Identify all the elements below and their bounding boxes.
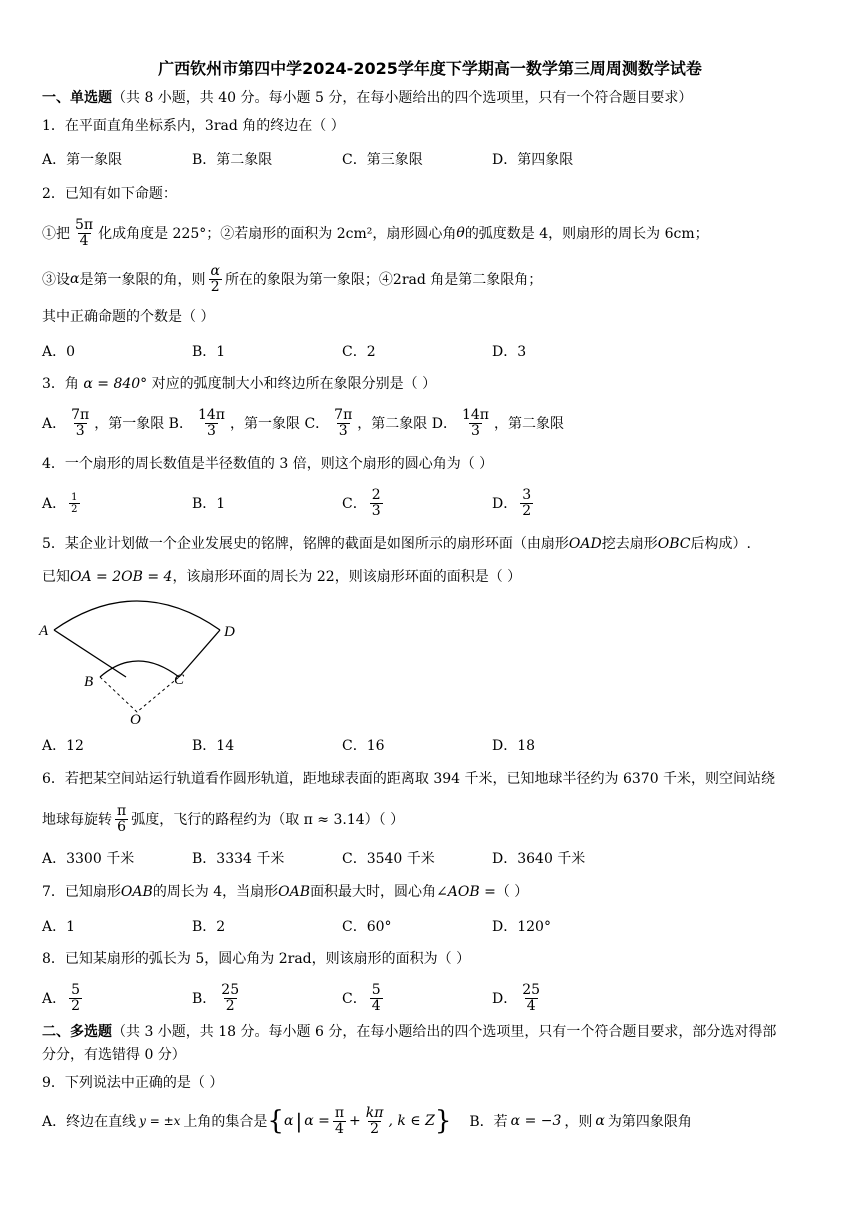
q2-stem: 2．已知有如下命题： — [42, 186, 177, 202]
q2-fraction-5pi-4 — [73, 218, 95, 249]
q5-oad: OAD — [568, 536, 602, 552]
set-var: α — [283, 1113, 294, 1129]
q8-option-b-label: B． — [192, 991, 217, 1007]
q9-option-a-label[interactable]: A．终边在直线 — [42, 1114, 137, 1130]
q6-line-1: 6．若把某空间站运行轨道看作圆形轨道，距地球表面的距离取 394 千米，已知地球半径约为 6370 千米，则空间站绕 — [42, 771, 776, 787]
q4-stem: 4．一个扇形的周长数值是半径数值的 3 倍，则这个扇形的圆心角为（ ） — [42, 456, 494, 472]
frac-den: 2 — [370, 1120, 380, 1137]
section-1-heading — [42, 91, 692, 105]
q3-option-c-frac — [332, 408, 354, 439]
q5-l1-b: 挖去扇形 — [601, 536, 658, 552]
q3-stem-b: 对应的弧度制大小和终边所在象限分别是（ ） — [151, 376, 437, 392]
q6-option-d[interactable]: D．3640 千米 — [492, 851, 586, 867]
q2-l1-text-c: 的弧度数是 4，则扇形的周长为 6cm； — [464, 226, 709, 242]
q8-option-d-frac — [520, 983, 542, 1014]
q4-option-a[interactable] — [42, 483, 83, 523]
q7-option-a[interactable]: A．1 — [42, 919, 76, 935]
q2-option-a[interactable]: A．0 — [42, 344, 76, 360]
frac-num: 7π — [334, 406, 353, 423]
q2-alpha: α — [70, 271, 80, 287]
q5-l2-b: ，该扇形环面的周长为 22，则该扇形环面的面积是（ ） — [172, 569, 522, 585]
q1-stem: 1．在平面直角坐标系内，3rad 角的终边在（ ） — [42, 118, 345, 134]
sector-ring-figure — [36, 590, 246, 730]
q2-fraction-alpha-2 — [208, 264, 221, 295]
frac-den: 3 — [371, 502, 381, 519]
q9-option-a-mid: 上角的集合是 — [183, 1114, 268, 1130]
q7-a: 7．已知扇形 — [42, 884, 121, 900]
q5-l1-a: 5．某企业计划做一个企业发展史的铭牌，铭牌的截面是如图所示的扇形环面（由扇形 — [42, 536, 569, 552]
label-C: C — [174, 672, 185, 688]
q3-option-d-frac — [460, 408, 491, 439]
q2-option-d[interactable]: D．3 — [492, 344, 527, 360]
q8-option-c-label: C． — [342, 991, 367, 1007]
q6-fraction-pi-6 — [115, 804, 128, 835]
label-A: A — [39, 623, 49, 639]
q2-question: 其中正确命题的个数是（ ） — [42, 309, 215, 325]
q3-option-b-frac — [196, 408, 227, 439]
frac-den: 2 — [71, 503, 78, 515]
q5-line-2 — [42, 570, 521, 584]
frac-den: 4 — [371, 997, 381, 1014]
q2-line-1 — [42, 215, 709, 251]
inner-arc-BC — [100, 661, 179, 677]
segment-DC — [179, 630, 220, 677]
q9-b-mid: ，则 — [564, 1114, 593, 1130]
q6-line-2 — [42, 799, 404, 839]
q7-option-c[interactable]: C．60° — [342, 919, 392, 935]
q8-option-a-label: A． — [42, 991, 67, 1007]
frac-den: 4 — [79, 232, 89, 249]
section-2-heading — [42, 1025, 776, 1039]
set-bar: | — [295, 1109, 303, 1133]
frac-num: π — [334, 1104, 345, 1121]
q8-option-a-frac — [69, 983, 82, 1014]
q5-line-1 — [42, 537, 751, 551]
section-1-label: 一、单选题 — [42, 90, 112, 106]
q7-angle: ∠AOB = — [436, 884, 496, 900]
frac-num: 7π — [71, 406, 90, 423]
q3-alpha-eq: α = 840° — [83, 376, 148, 392]
set-open-brace: { — [267, 1106, 284, 1136]
q5-option-a[interactable]: A．12 — [42, 738, 84, 754]
q7-oab-2: OAB — [278, 884, 311, 900]
q4-option-a-label: A． — [42, 496, 67, 512]
q1-option-a[interactable]: A．第一象限 — [42, 152, 123, 168]
frac-num: 5π — [75, 216, 94, 233]
q5-obc: OBC — [657, 536, 691, 552]
q3-option-d-text: ，第二象限 — [493, 416, 564, 432]
frac-den: 3 — [207, 422, 216, 439]
q5-option-b[interactable]: B．14 — [192, 738, 235, 754]
q4-option-b[interactable]: B．1 — [192, 496, 226, 512]
frac-den: 2 — [522, 502, 532, 519]
q7-d: （ ） — [495, 884, 529, 900]
frac-num: 1 — [71, 491, 78, 503]
q6-option-b[interactable]: B．3334 千米 — [192, 851, 285, 867]
q7-option-b[interactable]: B．2 — [192, 919, 226, 935]
q9-options — [42, 1101, 692, 1141]
frac-den: 4 — [526, 997, 536, 1014]
q8-option-b[interactable] — [192, 978, 244, 1018]
q2-theta: θ — [456, 225, 465, 241]
frac-num: 14π — [461, 406, 489, 423]
section-2-desc-cont: 分分，有选错得 0 分） — [42, 1047, 186, 1063]
set-frac-pi-4 — [333, 1106, 346, 1137]
frac-num: 5 — [371, 981, 381, 998]
frac-num: α — [210, 262, 220, 279]
q3-option-c-text: ，第二象限 D． — [357, 416, 457, 432]
q2-line-2 — [42, 261, 542, 297]
q5-eq: OA = 2OB = 4 — [70, 569, 173, 585]
q3-stem-a: 3．角 — [42, 376, 79, 392]
frac-den: 2 — [225, 997, 235, 1014]
q3-option-b-text: ，第一象限 C． — [230, 416, 330, 432]
q4-option-c-frac — [370, 488, 383, 519]
q8-option-b-frac — [219, 983, 241, 1014]
q3-option-a-frac — [69, 408, 91, 439]
frac-num: 3 — [522, 486, 532, 503]
q7-c: 面积最大时，圆心角 — [310, 884, 437, 900]
frac-num: 2 — [371, 486, 381, 503]
set-frac-kpi-2 — [364, 1106, 386, 1137]
set-k-in-z: , k ∈ Z — [388, 1113, 435, 1129]
outer-arc-AD — [54, 601, 220, 630]
q9-stem: 9．下列说法中正确的是（ ） — [42, 1075, 224, 1091]
frac-num: kπ — [365, 1104, 384, 1121]
q8-option-d-label: D． — [492, 991, 518, 1007]
q4-option-a-frac — [69, 492, 79, 515]
segment-AB — [54, 630, 126, 677]
frac-den: 2 — [71, 997, 81, 1014]
frac-num: 25 — [221, 981, 240, 998]
q8-stem: 8．已知某扇形的弧长为 5，圆心角为 2rad，则该扇形的面积为（ ） — [42, 951, 471, 967]
q7-option-d[interactable]: D．120° — [492, 919, 551, 935]
frac-den: 4 — [334, 1120, 344, 1137]
frac-den: 3 — [338, 422, 348, 439]
frac-num: π — [117, 802, 127, 819]
frac-num: 5 — [71, 981, 81, 998]
q8-option-a[interactable] — [42, 978, 85, 1018]
q2-l2-text-b: 是第一象限的角，则 — [79, 272, 206, 288]
frac-den: 3 — [75, 422, 85, 439]
q4-option-c-label: C． — [342, 496, 367, 512]
q7-b: 的周长为 4，当扇形 — [152, 884, 279, 900]
q1-option-c[interactable]: C．第三象限 — [342, 152, 423, 168]
frac-num: 14π — [197, 406, 225, 423]
label-O: O — [130, 712, 141, 728]
frac-den: 2 — [210, 278, 220, 295]
q7-stem — [42, 885, 528, 899]
frac-den: 6 — [117, 818, 127, 835]
q6-l2-b: 弧度，飞行的路程约为（取 π ≈ 3.14）（ ） — [131, 812, 405, 828]
q5-option-d[interactable]: D．18 — [492, 738, 536, 754]
frac-num: 25 — [522, 981, 541, 998]
set-plus: + — [349, 1113, 361, 1129]
q9-option-b-label[interactable]: B．若 — [469, 1114, 508, 1130]
q5-option-c[interactable]: C．16 — [342, 738, 385, 754]
q9-line-eq: y = ±x — [139, 1114, 181, 1128]
exam-title: 广西钦州市第四中学2024-2025学年度下学期高一数学第三周周测数学试卷 — [158, 59, 702, 78]
q2-l2-text-a: ③设 — [42, 272, 70, 288]
q4-option-c[interactable] — [342, 483, 386, 523]
label-B: B — [84, 674, 94, 690]
q2-l1-text-a: ①把 — [42, 226, 70, 242]
q5-l2-a: 已知 — [42, 569, 70, 585]
q5-l1-c: 后构成）. — [690, 536, 751, 552]
dashed-radii-OB-OC — [100, 677, 179, 712]
q4-option-d-label: D． — [492, 496, 518, 512]
q2-l1-text-b: 化成角度是 225°；②若扇形的面积为 2cm²，扇形圆心角 — [98, 226, 457, 242]
q1-option-d[interactable]: D．第四象限 — [492, 152, 574, 168]
q7-oab-1: OAB — [120, 884, 153, 900]
q8-option-c-frac — [370, 983, 383, 1014]
q3-stem — [42, 377, 436, 391]
q2-option-b[interactable]: B．1 — [192, 344, 226, 360]
q3-option-a-label[interactable]: A． — [42, 416, 67, 432]
q3-option-a-text: ，第一象限 B． — [94, 416, 193, 432]
section-2-desc: （共 3 小题，共 18 分。每小题 6 分，在每小题给出的四个选项里，只有一个符合题目要求，部分选对得部 — [112, 1024, 777, 1040]
q9-b-alpha: α — [595, 1113, 605, 1129]
set-close-brace: } — [434, 1106, 452, 1136]
section-2-label: 二、多选题 — [42, 1024, 112, 1040]
q6-option-a[interactable]: A．3300 千米 — [42, 851, 135, 867]
set-cond: α = — [304, 1113, 330, 1129]
q4-option-d-frac — [520, 488, 533, 519]
section-1-desc: （共 8 小题，共 40 分。每小题 5 分，在每小题给出的四个选项里，只有一个符合题目要求） — [112, 90, 693, 106]
q6-l2-a: 地球每旋转 — [42, 812, 112, 828]
q9-b-post: 为第四象限角 — [607, 1114, 692, 1130]
frac-den: 3 — [471, 422, 480, 439]
q6-option-c[interactable]: C．3540 千米 — [342, 851, 435, 867]
q9-b-eq: α = −3 — [510, 1113, 562, 1129]
label-D: D — [224, 624, 235, 640]
q8-option-d[interactable] — [492, 978, 545, 1018]
q1-option-b[interactable]: B．第二象限 — [192, 152, 273, 168]
q4-option-d[interactable] — [492, 483, 536, 523]
q8-option-c[interactable] — [342, 978, 386, 1018]
q3-options — [42, 403, 564, 443]
q2-l2-text-c: 所在的象限为第一象限；④2rad 角是第二象限角； — [224, 272, 543, 288]
q2-option-c[interactable]: C．2 — [342, 344, 376, 360]
